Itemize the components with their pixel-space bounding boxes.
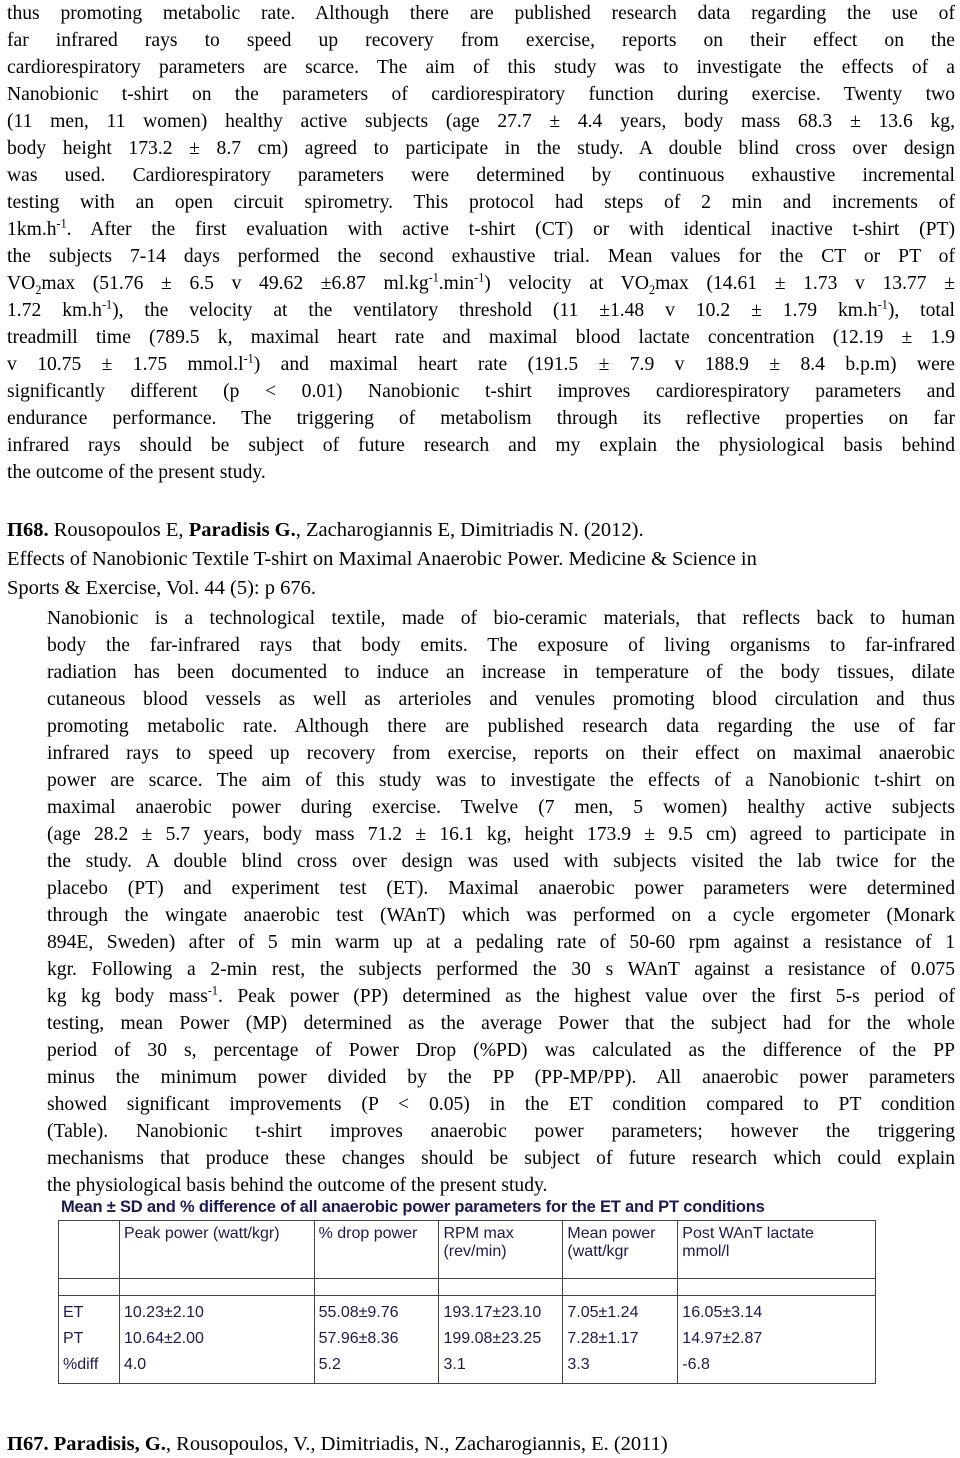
author-text: , Zacharogiannis E, Dimitriadis N. (2012). <box>295 519 644 541</box>
text-line: period of 30 s, percentage of Power Drop (%PD) was calculated as the difference of the PP <box>47 1040 955 1061</box>
text-line: body the far-infrared rays that body emits. The exposure of living organisms to far-infrared <box>47 635 955 656</box>
text-line: power are scarce. The aim of this study was to investigate the effects of a Nanobionic t-shirt on <box>47 770 955 791</box>
row-labels-cell: ET PT %diff <box>59 1296 120 1384</box>
table-header-cell: Post WAnT lactate mmol/l <box>678 1221 876 1279</box>
text-line: the physiological basis behind the outcome of the present study. <box>47 1175 548 1196</box>
subscript: 2 <box>35 282 42 297</box>
table-cell: 193.17±23.10 199.08±23.25 3.1 <box>439 1296 563 1384</box>
superscript: -1 <box>101 297 113 312</box>
text-line: (age 28.2 ± 5.7 years, body mass 71.2 ± 16.1 kg, height 173.9 ± 9.5 cm) agreed to participate in <box>47 824 955 845</box>
reference-line: Sports & Exercise, Vol. 44 (5): p 676. <box>7 577 317 599</box>
reference-label: Π68. <box>7 519 49 541</box>
text-line: was used. Cardiorespiratory parameters were determined by continuous exhaustive incremental <box>7 165 955 186</box>
superscript: -1 <box>207 983 219 998</box>
table-cell <box>678 1279 876 1296</box>
table-header-cell: Mean power (watt/kgr <box>563 1221 678 1279</box>
reference-entry-67 <box>7 1430 668 1458</box>
text-fragment: 1.72 km.h <box>7 300 102 321</box>
text-line: Nanobionic is a technological textile, made of bio-ceramic materials, that reflects back to human <box>47 608 955 629</box>
text-line: infrared rays to speed up recovery from exercise, reports on their effect on maximal anaerobic <box>47 743 955 764</box>
text-fragment: max (14.61 ± 1.73 v 13.77 ± <box>655 273 956 294</box>
table-caption: Mean ± SD and % difference of all anaerobic power parameters for the ET and PT conditions <box>61 1198 765 1216</box>
text-fragment: v 10.75 ± 1.75 mmol.l <box>7 354 244 375</box>
superscript: -1 <box>877 297 888 312</box>
text-line: minus the minimum power divided by the PP (PP-MP/PP). All anaerobic power parameters <box>47 1067 955 1088</box>
text-fragment: ) velocity at VO <box>484 273 649 294</box>
text-line: radiation has been documented to induce an increase in temperature of the body tissues, dilate <box>47 662 955 683</box>
highlighted-author: Paradisis G. <box>188 519 296 541</box>
reference-line <box>7 516 955 545</box>
text-line: treadmill time (789.5 k, maximal heart rate and maximal blood lactate concentration (12.19 ± 1.9 <box>7 327 955 348</box>
text-line: kgr. Following a 2-min rest, the subjects performed the 30 s WAnT against a resistance of 0.075 <box>47 959 955 980</box>
text-line: endurance performance. The triggering of metabolism through its reflective properties on far <box>7 408 955 429</box>
superscript: -1 <box>474 270 485 285</box>
text-line: testing, mean Power (MP) determined as the average Power that the subject had for the whole <box>47 1013 955 1034</box>
text-fragment: .min <box>438 273 475 294</box>
text-line: through the wingate anaerobic test (WAnT) which was performed on a cycle ergometer (Monark <box>47 905 955 926</box>
text-line: infrared rays should be subject of future research and my explain the physiological basis behind <box>7 435 955 456</box>
table-cell: 16.05±3.14 14.97±2.87 -6.8 <box>678 1296 876 1384</box>
text-fragment: . After the first evaluation with active t-shirt (CT) or with identical inactive t-shirt (PT) <box>66 219 955 240</box>
table-cell: 55.08±9.76 57.96±8.36 5.2 <box>314 1296 439 1384</box>
table-cell <box>439 1279 563 1296</box>
text-line: the subjects 7-14 days performed the second exhaustive trial. Mean values for the CT or PT of <box>7 246 955 267</box>
text-line: body height 173.2 ± 8.7 cm) agreed to participate in the study. A double blind cross over design <box>7 138 955 159</box>
subscript: 2 <box>648 282 656 297</box>
text-line: testing with an open circuit spirometry. This protocol had steps of 2 min and increments of <box>7 192 955 213</box>
text-fragment: kg kg body mass <box>47 986 208 1007</box>
table-cell <box>119 1279 314 1296</box>
author-text: , Rousopoulos, V., Dimitriadis, N., Zacharogiannis, E. (2011) <box>165 1433 668 1455</box>
highlighted-author: Paradisis, G. <box>48 1433 166 1455</box>
table-header-row <box>59 1221 876 1279</box>
table-cell: 7.05±1.24 7.28±1.17 3.3 <box>563 1296 678 1384</box>
text-line: maximal anaerobic power during exercise. Twelve (7 men, 5 women) healthy active subjects <box>47 797 955 818</box>
table-cell <box>314 1279 439 1296</box>
abstract-paragraph-2 <box>47 605 955 1199</box>
text-line: thus promoting metabolic rate. Although there are published research data regarding the use of <box>7 3 955 24</box>
text-fragment: ), the velocity at the ventilatory threshold (11 ±1.48 v 10.2 ± 1.79 km.h <box>112 300 878 321</box>
text-line: mechanisms that produce these changes should be subject of future research which could explain <box>47 1148 955 1169</box>
text-line: cardiorespiratory parameters are scarce. The aim of this study was to investigate the effects of a <box>7 57 955 78</box>
text-line <box>7 351 955 378</box>
text-line: significantly different (p < 0.01) Nanobionic t-shirt improves cardiorespiratory parameters and <box>7 381 955 402</box>
text-line <box>7 297 955 324</box>
text-line: (11 men, 11 women) healthy active subjects (age 27.7 ± 4.4 years, body mass 68.3 ± 13.6 kg, <box>7 111 955 132</box>
superscript: -1 <box>243 351 254 366</box>
text-line: the outcome of the present study. <box>7 462 266 483</box>
table-body-row <box>59 1296 876 1384</box>
table-cell: 10.23±2.10 10.64±2.00 4.0 <box>119 1296 314 1384</box>
text-fragment: . Peak power (PP) determined as the highest value over the first 5-s period of <box>218 986 956 1007</box>
table-header-cell <box>59 1221 120 1279</box>
text-line <box>47 983 955 1010</box>
text-line: showed significant improvements (P < 0.05) in the ET condition compared to PT condition <box>47 1094 955 1115</box>
table-cell <box>59 1279 120 1296</box>
text-line: promoting metabolic rate. Although there are published research data regarding the use of far <box>47 716 955 737</box>
table-spacer-row <box>59 1279 876 1296</box>
text-line: Nanobionic t-shirt on the parameters of cardiorespiratory function during exercise. Twenty two <box>7 84 955 105</box>
superscript: -1 <box>56 216 67 231</box>
text-fragment: ) and maximal heart rate (191.5 ± 7.9 v 188.9 ± 8.4 b.p.m) were <box>253 354 955 375</box>
table-header-cell: Peak power (watt/kgr) <box>119 1221 314 1279</box>
text-fragment: VO <box>7 273 36 294</box>
reference-line: Effects of Nanobionic Textile T-shirt on Maximal Anaerobic Power. Medicine & Science in <box>7 548 757 570</box>
table-header-cell: % drop power <box>314 1221 439 1279</box>
table-header-cell: RPM max (rev/min) <box>439 1221 563 1279</box>
author-text: Rousopoulos E, <box>48 519 189 541</box>
results-table-figure <box>58 1198 876 1373</box>
reference-label: Π67. <box>7 1433 49 1455</box>
text-fragment: ), total <box>887 300 955 321</box>
text-line <box>7 216 955 243</box>
abstract-paragraph-1 <box>7 0 955 486</box>
text-line: the study. A double blind cross over design was used with subjects visited the lab twice for the <box>47 851 955 872</box>
superscript: -1 <box>428 270 439 285</box>
results-table <box>58 1220 876 1384</box>
text-line: placebo (PT) and experiment test (ET). Maximal anaerobic power parameters were determined <box>47 878 955 899</box>
text-line: far infrared rays to speed up recovery from exercise, reports on their effect on the <box>7 30 955 51</box>
text-line: 894E, Sweden) after of 5 min warm up at a pedaling rate of 50-60 rpm against a resistance of 1 <box>47 932 955 953</box>
text-line: cutaneous blood vessels as well as arterioles and venules promoting blood circulation and thus <box>47 689 955 710</box>
table-cell <box>563 1279 678 1296</box>
text-fragment: 1km.h <box>7 219 57 240</box>
text-line: (Table). Nanobionic t-shirt improves anaerobic power parameters; however the triggering <box>47 1121 955 1142</box>
text-line <box>7 270 955 297</box>
reference-entry-68 <box>7 516 955 603</box>
text-fragment: max (51.76 ± 6.5 v 49.62 ±6.87 ml.kg <box>41 273 429 294</box>
